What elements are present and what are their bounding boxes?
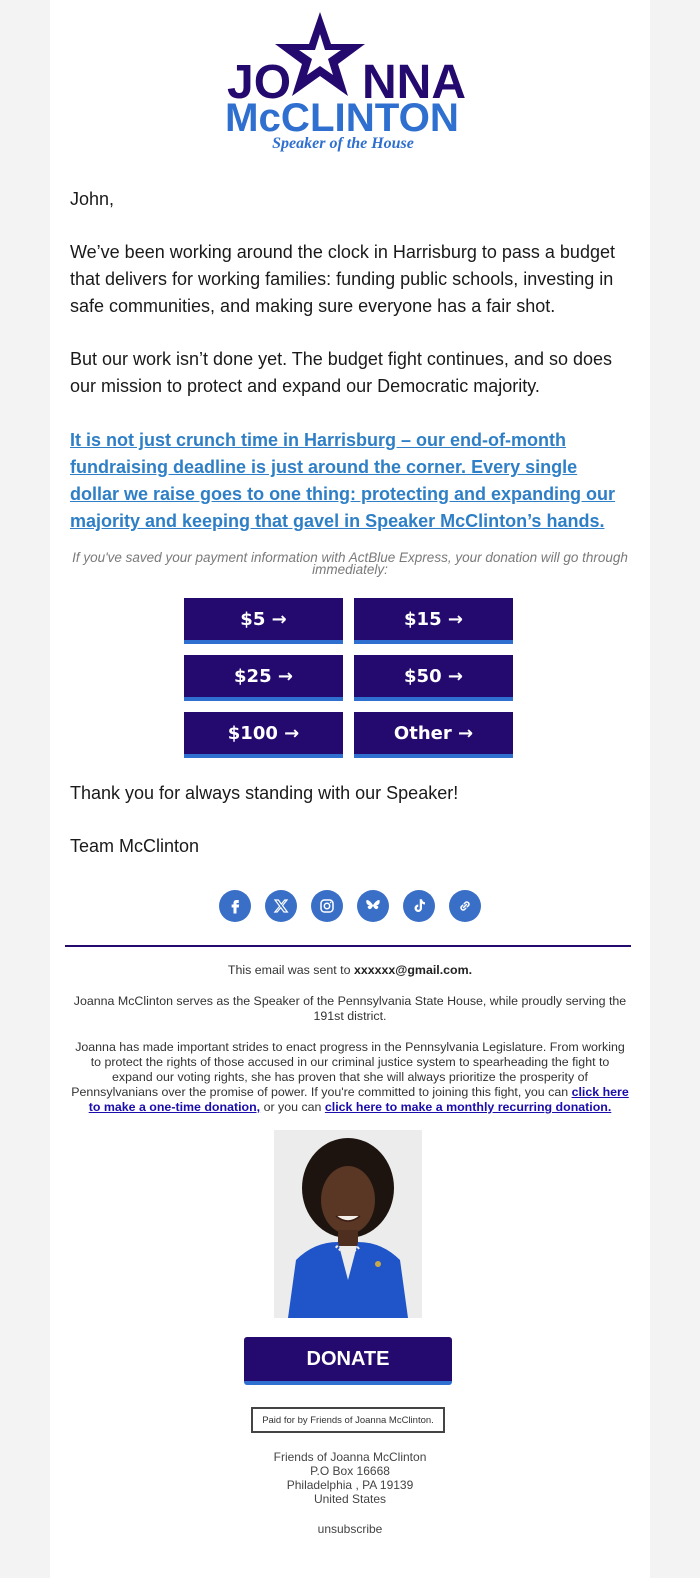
speaker-portrait — [274, 1130, 422, 1318]
onetime-donation-link[interactable]: click here to make a one-time donation, — [88, 1085, 629, 1114]
strides-text — [70, 1040, 630, 1115]
deadline-donate-link[interactable]: It is not just crunch time in Harrisburg – our end-of-month fundraising deadline is just around the corner. Every single dollar we raise goes to one thing: protecting and expanding our majority and keeping that gavel in Speaker McClinton’s hands. — [70, 430, 616, 531]
address-po: P.O Box 16668 — [310, 1464, 390, 1478]
thanks-text: Thank you for always standing with our Speaker! — [70, 783, 459, 803]
paragraph-budget: We’ve been working around the clock in Harrisburg to pass a budget that delivers for working families: funding public schools, investing in safe communities, and making sure everyone has a fair shot. — [70, 242, 615, 316]
sent-to-line — [70, 963, 630, 978]
email-body — [50, 0, 650, 1578]
recipient-email: xxxxxx@gmail.com. — [353, 963, 473, 977]
recurring-donation-link[interactable]: click here to make a monthly recurring donation. — [324, 1100, 612, 1114]
greeting: John, — [70, 189, 115, 209]
address-city: Philadelphia , PA 19139 — [286, 1478, 414, 1492]
donate-100-button[interactable]: $100 → — [184, 712, 343, 758]
address-country: United States — [313, 1492, 387, 1506]
actblue-express-note: If you've saved your payment information with ActBlue Express, your donation will go through immediately: — [72, 550, 628, 577]
x-icon[interactable] — [265, 890, 297, 922]
bluesky-icon[interactable] — [357, 890, 389, 922]
link-icon[interactable] — [449, 890, 481, 922]
strides-body: Joanna has made important strides to enact progress in the Pennsylvania Legislature. From working to protect the rights of those accused in our criminal justice system to spearheading the fight to expand our voting rights, she has proven that she will always prioritize the prosperity of Pennsylvanians over the promise of power. If you're committed to joining this fight, you can — [71, 1040, 625, 1099]
logo-line2: McCLINTON — [225, 96, 459, 140]
donate-50-button[interactable]: $50 → — [354, 655, 513, 701]
tiktok-icon[interactable] — [403, 890, 435, 922]
logo-line1-left: JO — [227, 56, 292, 109]
bio-text: Joanna McClinton serves as the Speaker of the Pennsylvania State House, while proudly serving the 191st district. — [73, 994, 627, 1023]
donation-amount-grid — [184, 598, 514, 758]
sent-to-prefix: This email was sent to — [227, 963, 354, 977]
signoff: Team McClinton — [70, 836, 200, 856]
paid-for-disclaimer: Paid for by Friends of Joanna McClinton. — [251, 1407, 445, 1433]
unsubscribe-link[interactable]: unsubscribe — [317, 1522, 383, 1536]
address-org: Friends of Joanna McClinton — [273, 1450, 427, 1464]
facebook-icon[interactable] — [219, 890, 251, 922]
logo-tagline: Speaker of the House — [272, 135, 414, 152]
donate-25-button[interactable]: $25 → — [184, 655, 343, 701]
instagram-icon[interactable] — [311, 890, 343, 922]
donate-button[interactable]: DONATE — [244, 1337, 452, 1385]
campaign-logo — [50, 10, 650, 155]
strides-middle: or you can — [260, 1100, 325, 1114]
donate-other-button[interactable]: Other → — [354, 712, 513, 758]
logo-line1-right: NNA — [362, 56, 466, 109]
donate-5-button[interactable]: $5 → — [184, 598, 343, 644]
social-links — [50, 890, 650, 922]
footer-divider — [65, 945, 631, 947]
paragraph-mission: But our work isn’t done yet. The budget fight continues, and so does our mission to protect and expand our Democratic majority. — [70, 349, 613, 396]
mailing-address — [50, 1450, 650, 1506]
highlight-paragraph — [70, 427, 630, 535]
donate-15-button[interactable]: $15 → — [354, 598, 513, 644]
